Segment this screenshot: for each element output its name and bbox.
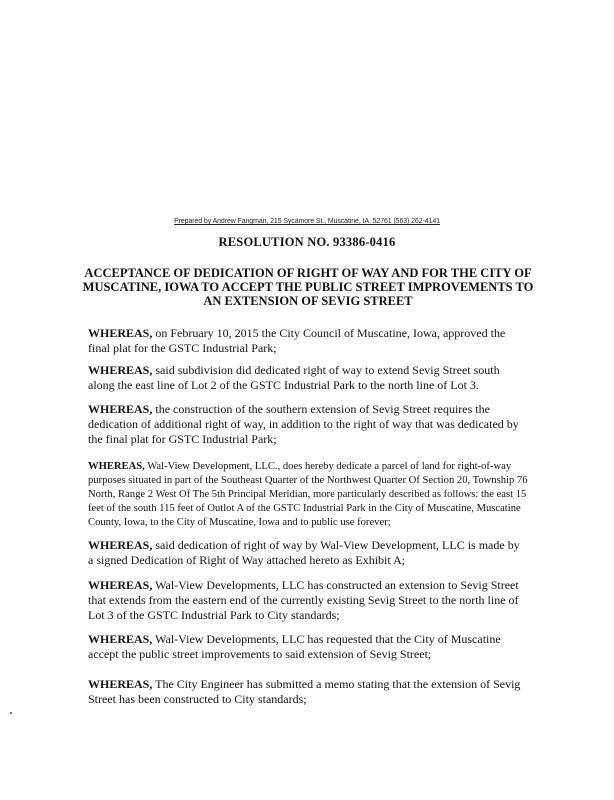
whereas-paragraph-8 <box>88 677 528 707</box>
paragraph-text: Wal-View Development, LLC., does hereby dedicate a parcel of land for right-of-way purposes situated in part of the Southeast Quarter of the Northwest Quarter Of Section 20, Township 76 North, Range 2 West Of The 5th Principal Meridian, more particularly described as follows: the east 15 feet of the south 115 feet of Outlot A of the GSTC Industrial Park in the City of Muscatine, Muscatine County, Iowa, to the City of Muscatine, Iowa and to public use forever; <box>88 461 528 528</box>
paragraph-text: said subdivision did dedicated right of way to extend Sevig Street south along the east line of Lot 2 of the GSTC Industrial Park to the north line of Lot 3. <box>88 363 500 392</box>
whereas-lead: WHEREAS, <box>88 632 153 646</box>
whereas-lead: WHEREAS, <box>88 326 153 340</box>
paragraph-text: said dedication of right of way by Wal-View Development, LLC is made by a signed Dedication of Right of Way attached hereto as Exhibit A; <box>88 538 520 567</box>
whereas-paragraph-1 <box>88 326 528 356</box>
paragraph-text: Wal-View Developments, LLC has requested that the City of Muscatine accept the public street improvements to said extension of Sevig Street; <box>88 632 501 661</box>
whereas-lead: WHEREAS, <box>88 363 153 377</box>
whereas-lead: WHEREAS, <box>88 538 153 552</box>
whereas-paragraph-6 <box>88 578 528 623</box>
resolution-title: ACCEPTANCE OF DEDICATION OF RIGHT OF WAY AND FOR THE CITY OF MUSCATINE, IOWA TO ACCEPT THE PUBLIC STREET IMPROVEMENTS TO AN EXTENSION OF SEVIG STREET <box>82 266 534 308</box>
paragraph-text: the construction of the southern extension of Sevig Street requires the dedication of additional right of way, in addition to the right of way that was dedicated by the final plat for GSTC Industrial Park; <box>88 402 519 446</box>
scan-speck <box>10 712 12 714</box>
whereas-lead: WHEREAS, <box>88 677 153 691</box>
whereas-paragraph-2 <box>88 363 528 393</box>
paragraph-text: on February 10, 2015 the City Council of Muscatine, Iowa, approved the final plat for the GSTC Industrial Park; <box>88 326 506 355</box>
whereas-paragraph-7 <box>88 632 528 662</box>
whereas-lead: WHEREAS, <box>88 402 153 416</box>
resolution-number: RESOLUTION NO. 93386-0416 <box>218 235 396 249</box>
whereas-paragraph-3 <box>88 402 528 447</box>
whereas-paragraph-4 <box>88 460 528 530</box>
whereas-lead: WHEREAS, <box>88 578 153 592</box>
paragraph-text: Wal-View Developments, LLC has constructed an extension to Sevig Street that extends from the eastern end of the currently existing Sevig Street to the north line of Lot 3 of the GSTC Industrial Park to City standards; <box>88 578 519 622</box>
whereas-lead: WHEREAS, <box>88 461 145 472</box>
prepared-by-line: Prepared by Andrew Fangman, 215 Sycamore St., Muscatine, IA. 52761 (563) 262-4141 <box>174 218 440 225</box>
whereas-paragraph-5 <box>88 538 528 568</box>
paragraph-text: The City Engineer has submitted a memo stating that the extension of Sevig Street has been constructed to City standards; <box>88 677 521 706</box>
